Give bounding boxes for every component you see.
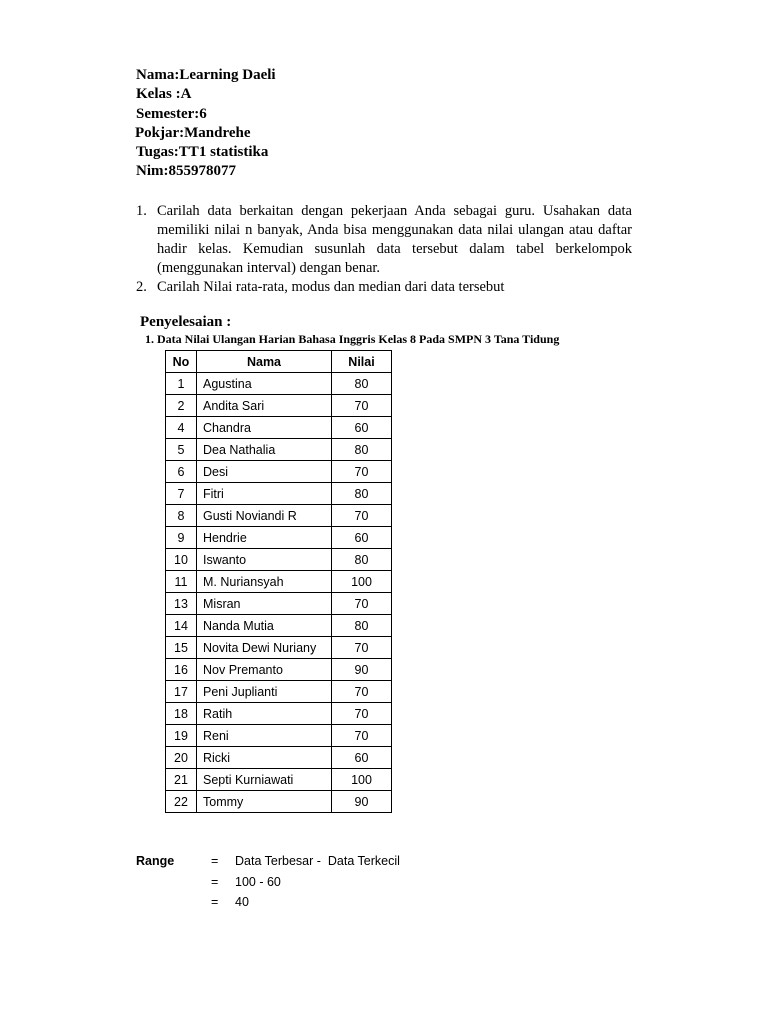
cell-nilai: 60 [332,747,392,769]
range-calculation [136,851,400,913]
cell-nama: Hendrie [197,527,332,549]
header-no: No [166,351,197,373]
cell-nama: Reni [197,725,332,747]
table-row [166,483,392,505]
cell-nilai: 100 [332,571,392,593]
cell-nama: Nov Premanto [197,659,332,681]
table-row [166,791,392,813]
cell-nilai: 70 [332,505,392,527]
table-row [166,417,392,439]
cell-nama: Chandra [197,417,332,439]
cell-nama: Ratih [197,703,332,725]
student-name: Nama:Learning Daeli [136,67,276,83]
task-item [136,278,632,297]
student-pokjar: Pokjar:Mandrehe [135,124,251,141]
cell-no: 13 [166,593,197,615]
header-nilai: Nilai [332,351,392,373]
cell-nama: Misran [197,593,332,615]
cell-nilai: 80 [332,373,392,395]
header-nama: Nama [197,351,332,373]
cell-nama: Fitri [197,483,332,505]
table-row [166,571,392,593]
cell-nama: Desi [197,461,332,483]
cell-no: 16 [166,659,197,681]
task-number: 1. [136,203,147,219]
cell-nama: Andita Sari [197,395,332,417]
table-row [166,549,392,571]
solution-heading: Penyelesaian : [140,314,232,330]
table-row [166,747,392,769]
table-header-row [166,351,392,373]
table-row [166,725,392,747]
cell-nama: M. Nuriansyah [197,571,332,593]
table-row [166,637,392,659]
cell-nilai: 70 [332,637,392,659]
cell-no: 17 [166,681,197,703]
cell-nama: Agustina [197,373,332,395]
cell-nilai: 70 [332,703,392,725]
cell-no: 9 [166,527,197,549]
cell-no: 10 [166,549,197,571]
cell-no: 14 [166,615,197,637]
cell-nama: Septi Kurniawati [197,769,332,791]
cell-no: 6 [166,461,197,483]
range-label: Range [136,854,175,868]
student-nim: Nim:855978077 [136,163,236,180]
cell-nilai: 80 [332,439,392,461]
cell-no: 22 [166,791,197,813]
range-line [136,872,400,893]
table-body [166,373,392,813]
table-row [166,659,392,681]
cell-nama: Ricki [197,747,332,769]
cell-nilai: 90 [332,659,392,681]
equals-sign: = [211,854,219,868]
task-text: Carilah Nilai rata-rata, modus dan median dari data tersebut [157,279,505,295]
cell-nama: Gusti Noviandi R [197,505,332,527]
student-assignment: Tugas:TT1 statistika [136,144,269,161]
cell-no: 18 [166,703,197,725]
cell-no: 19 [166,725,197,747]
task-text: Carilah data berkaitan dengan pekerjaan Anda sebagai guru. Usahakan data memiliki nilai n banyak, Anda bisa menggunakan data nilai ulangan atau daftar hadir kelas. Kemudian susunlah data tersebut dalam tabel berkelompok (menggunakan interval) dengan benar. [157,203,632,276]
cell-nilai: 70 [332,461,392,483]
table-row [166,593,392,615]
table-row [166,615,392,637]
cell-nama: Peni Juplianti [197,681,332,703]
table-row [166,681,392,703]
table-row [166,703,392,725]
cell-nilai: 80 [332,615,392,637]
cell-nama: Dea Nathalia [197,439,332,461]
task-number: 2. [136,279,147,295]
table-row [166,769,392,791]
range-result: 40 [235,895,249,909]
cell-nilai: 80 [332,549,392,571]
cell-nilai: 70 [332,593,392,615]
student-semester: Semester:6 [136,105,207,122]
cell-no: 4 [166,417,197,439]
cell-no: 2 [166,395,197,417]
cell-nilai: 80 [332,483,392,505]
equals-sign: = [211,874,219,889]
cell-no: 15 [166,637,197,659]
table-row [166,373,392,395]
grades-table [165,350,392,813]
range-line [136,851,400,872]
cell-nama: Tommy [197,791,332,813]
cell-nilai: 60 [332,527,392,549]
table-row [166,439,392,461]
table-row [166,505,392,527]
table-row [166,461,392,483]
task-item [136,202,632,278]
cell-nilai: 70 [332,681,392,703]
cell-nilai: 70 [332,725,392,747]
cell-no: 1 [166,373,197,395]
range-formula: Data Terbesar - Data Terkecil [235,854,400,868]
table-caption: 1. Data Nilai Ulangan Harian Bahasa Inggris Kelas 8 Pada SMPN 3 Tana Tidung [145,332,560,346]
table-row [166,395,392,417]
table-row [166,527,392,549]
cell-no: 7 [166,483,197,505]
cell-nama: Nanda Mutia [197,615,332,637]
cell-no: 11 [166,571,197,593]
cell-nilai: 100 [332,769,392,791]
cell-nama: Iswanto [197,549,332,571]
cell-no: 20 [166,747,197,769]
cell-nilai: 90 [332,791,392,813]
equals-sign: = [211,895,219,909]
cell-nilai: 60 [332,417,392,439]
task-list [136,202,632,297]
range-substitution: 100 - 60 [235,874,281,889]
cell-no: 5 [166,439,197,461]
range-line [136,892,400,913]
cell-no: 8 [166,505,197,527]
student-class: Kelas :A [136,86,192,103]
student-info [136,66,276,182]
cell-nama: Novita Dewi Nuriany [197,637,332,659]
cell-nilai: 70 [332,395,392,417]
cell-no: 21 [166,769,197,791]
